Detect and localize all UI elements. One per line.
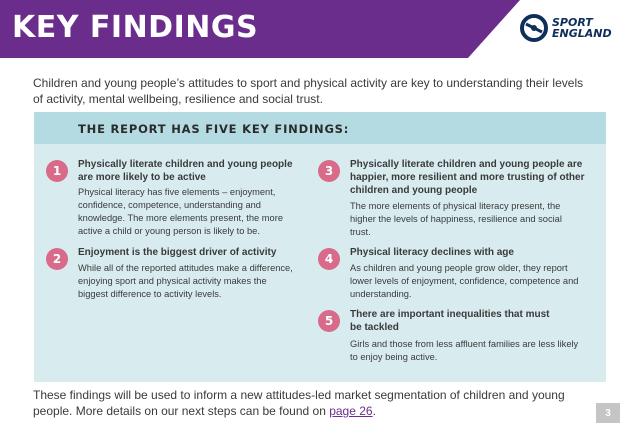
outro-end: . [372,404,376,418]
finding-number-badge: 2 [46,248,68,270]
findings-heading: THE REPORT HAS FIVE KEY FINDINGS: [78,122,350,136]
finding-title: Enjoyment is the biggest driver of activity [78,247,277,258]
logo-wordmark [552,17,612,39]
finding-body: Physical literacy has five elements – enjoyment, confidence, competence, understanding and knowledge. The more elements present, the more active a child or young person is likely to be. [78,187,283,236]
outro-paragraph [33,387,593,419]
finding-number-badge: 3 [318,160,340,182]
intro-paragraph: Children and young people’s attitudes to sport and physical activity are key to understanding their levels of activity, mental wellbeing, resilience and social trust. [33,76,584,106]
page-26-link[interactable]: page 26 [329,404,373,418]
finding-body: Girls and those from less affluent families are less likely to enjoy being active. [350,339,579,362]
page-title: KEY FINDINGS [12,10,259,45]
finding-title: There are important inequalities that must be tackled [350,309,550,333]
logo-line-sport: SPORT [552,16,593,29]
sport-england-logo-icon [520,14,548,42]
findings-panel [34,112,606,382]
outro-text: These findings will be used to inform a new attitudes-led market segmentation of children and young people. More details on our next steps can be found on [33,388,565,418]
finding-title: Physically literate children and young people are happier, more resilient and more trusting of other children and young people [350,159,585,196]
findings-panel-header [34,112,606,144]
sport-england-logo [520,14,612,42]
finding-number-badge: 1 [46,160,68,182]
finding-title: Physical literacy declines with age [350,247,514,258]
logo-line-england: ENGLAND [552,27,612,40]
finding-title: Physically literate children and young people are more likely to be active [78,159,293,183]
finding-body: The more elements of physical literacy present, the higher the levels of happiness, resilience and social trust. [350,201,562,237]
finding-number-badge: 5 [318,310,340,332]
finding-body: As children and young people grow older, they report lower levels of enjoyment, confidence, competence and understanding. [350,263,579,299]
finding-number-badge: 4 [318,248,340,270]
page-number: 3 [596,403,620,423]
finding-body: While all of the reported attitudes make a difference, enjoying sport and physical activity makes the biggest difference to activity levels. [78,263,293,299]
